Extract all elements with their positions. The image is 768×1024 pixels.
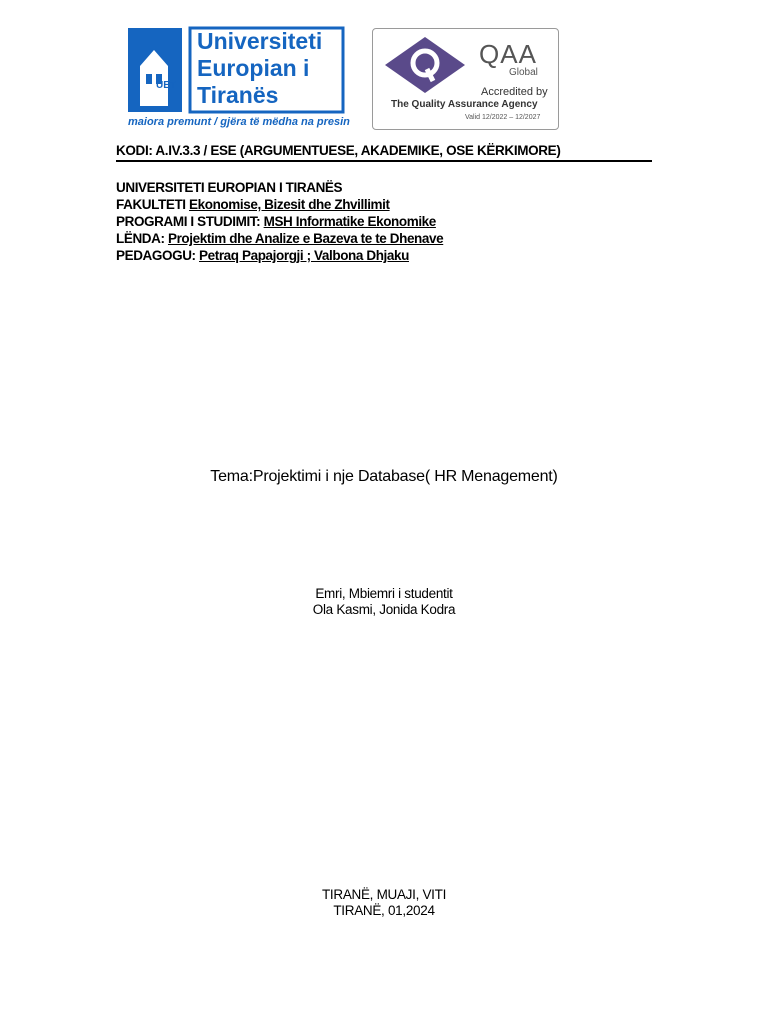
qaa-valid: Valid 12/2022 – 12/2027: [465, 114, 541, 121]
student-names: Ola Kasmi, Jonida Kodra: [312, 602, 456, 617]
program-value: MSH Informatike Ekonomike: [263, 214, 436, 229]
teacher-line: [116, 248, 409, 263]
course-value: Projektim dhe Analize e Bazeva te te Dhenave: [167, 231, 444, 246]
university-name-line2: Europian i: [197, 55, 310, 81]
qaa-accredited: Accredited by: [481, 86, 548, 98]
teacher-value: Petraq Papajorgji ; Valbona Dhjaku: [199, 248, 409, 263]
topic-title: Tema:Projektimi i nje Database( HR Menagement): [210, 468, 558, 485]
university-line: [116, 180, 342, 195]
course-label: LËNDA:: [116, 231, 165, 246]
emblem-text: UET: [156, 80, 176, 91]
faculty-line: [116, 197, 390, 212]
university-name-line1: Universiteti: [197, 28, 323, 54]
teacher-label: PEDAGOGU:: [116, 248, 196, 263]
university-name: UNIVERSITETI EUROPIAN I TIRANËS: [116, 180, 343, 195]
place-date: TIRANË, 01,2024: [333, 903, 435, 918]
qaa-emblem-icon: [383, 35, 467, 93]
program-label: PROGRAMI I STUDIMIT:: [116, 214, 261, 229]
qaa-name: QAA: [479, 39, 537, 69]
qaa-logo: [372, 28, 559, 130]
university-logo: [118, 22, 350, 134]
qaa-sub: Global: [509, 67, 538, 78]
document-code: KODI: A.IV.3.3 / ESE (ARGUMENTUESE, AKADEMIKE, OSE KËRKIMORE): [116, 143, 561, 158]
course-line: [116, 231, 443, 246]
faculty-value: Ekonomise, Bizesit dhe Zhvillimit: [189, 197, 390, 212]
header-divider: [116, 160, 652, 162]
university-name-line3: Tiranës: [197, 82, 279, 108]
university-motto: maiora premunt / gjëra të mëdha na presin: [128, 116, 350, 128]
place-template: TIRANË, MUAJI, VITI: [321, 887, 447, 902]
qaa-agency: The Quality Assurance Agency: [391, 99, 538, 110]
faculty-label: FAKULTETI: [116, 197, 186, 212]
program-line: [116, 214, 436, 229]
student-label: Emri, Mbiemri i studentit: [315, 586, 453, 601]
